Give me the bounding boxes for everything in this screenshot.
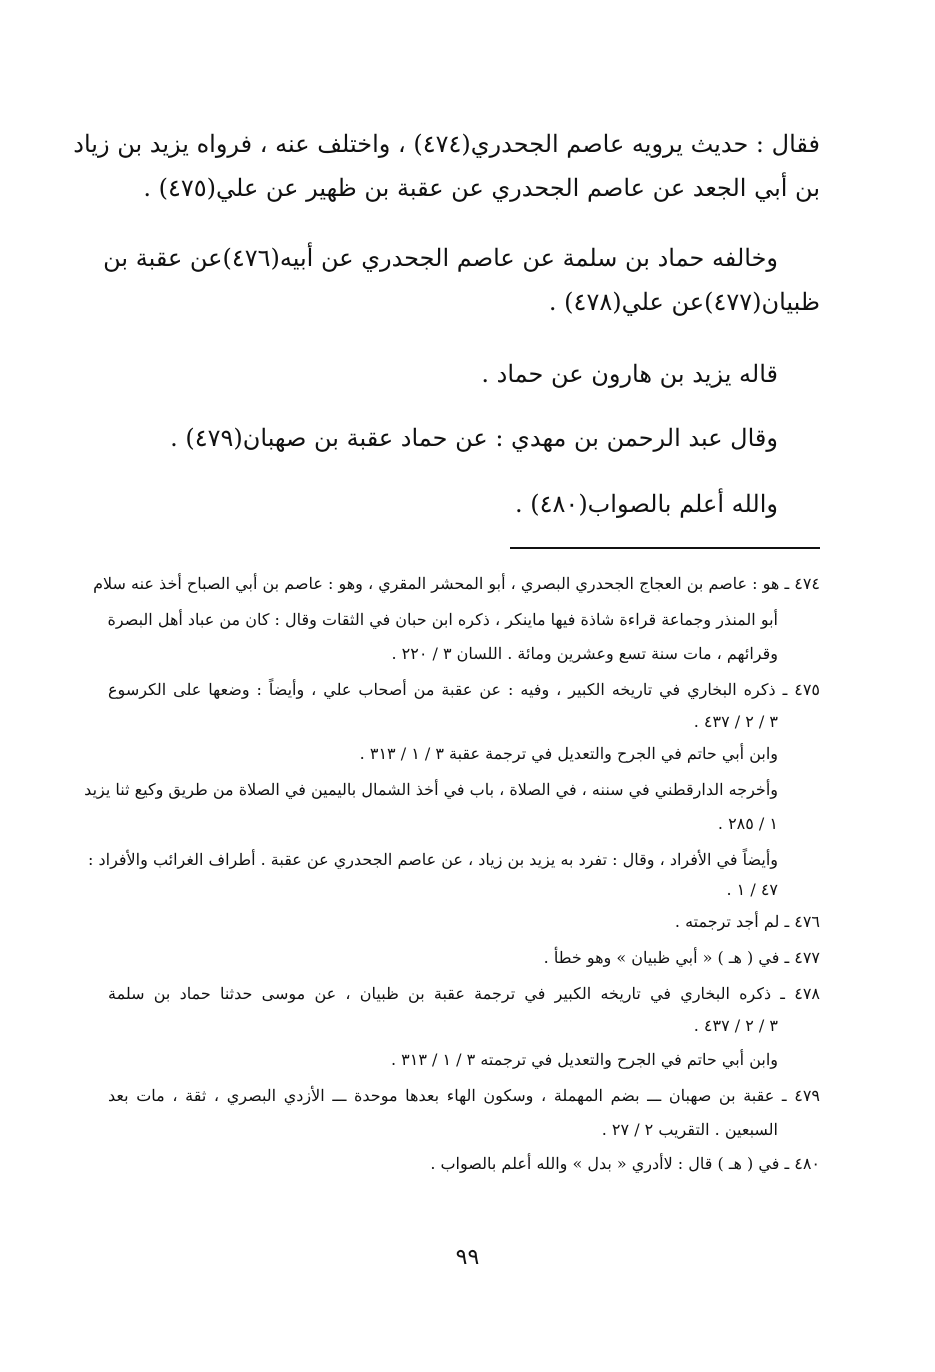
footnote-474-line-2: أبو المنذر وجماعة قراءة شاذة فيها ماينكر ، ذكره ابن حبان في الثقات وقال : كان من عباد أهل البصرة bbox=[107, 610, 778, 629]
footnote-474-line-3: وقرائهم ، مات سنة تسع وعشرين ومائة . اللسان ٣ / ٢٢٠ . bbox=[391, 644, 778, 663]
footnote-478-line-2: ٣ / ٢ / ٤٣٧ . bbox=[693, 1016, 778, 1035]
footnote-478-line-1: ٤٧٨ ـ ذكره البخاري في تاريخه الكبير في ترجمة عقبة بن ظبيان ، عن موسى حدثنا حماد بن سلمة bbox=[108, 984, 820, 1003]
footnote-477: ٤٧٧ ـ في ( هـ ) « أبي ظبيان » وهو خطأ . bbox=[543, 948, 820, 967]
footnote-480: ٤٨٠ ـ في ( هـ ) قال : لاأدري « بدل » والله أعلم بالصواب . bbox=[430, 1154, 820, 1173]
footnote-475-line-4: وأخرجه الدارقطني في سننه ، في الصلاة ، باب في أخذ الشمال باليمين في الصلاة من طريق وكيع ثنا يزيد bbox=[84, 780, 778, 799]
footnote-474-line-1: ٤٧٤ ـ هو : عاصم بن العجاج الجحدري البصري ، أبو المحشر المقري ، وهو : عاصم بن أبي الصباح أخذ عنه سلام bbox=[93, 574, 820, 593]
main-paragraph-1-line-1: فقال : حديث يرويه عاصم الجحدري(٤٧٤) ، واختلف عنه ، فرواه يزيد بن زياد bbox=[73, 130, 820, 158]
footnote-475-line-5: ١ / ٢٨٥ . bbox=[717, 814, 778, 833]
footnote-divider bbox=[510, 547, 820, 549]
footnote-475-line-7: ٤٧ / ١ . bbox=[726, 880, 778, 899]
main-paragraph-5: والله أعلم بالصواب(٤٨٠) . bbox=[515, 490, 778, 518]
main-paragraph-1-line-2: بن أبي الجعد عن عاصم الجحدري عن عقبة بن ظهير عن علي(٤٧٥) . bbox=[143, 174, 820, 202]
footnote-475-line-3: وابن أبي حاتم في الجرح والتعديل في ترجمة عقبة ٣ / ١ / ٣١٣ . bbox=[359, 744, 778, 763]
footnote-475-line-6: وأيضاً في الأفراد ، وقال : تفرد به يزيد بن زياد ، عن عاصم الجحدري عن عقبة . أطراف الغرائب والأفراد : bbox=[88, 850, 778, 869]
footnote-476: ٤٧٦ ـ لم أجد ترجمته . bbox=[674, 912, 820, 931]
main-paragraph-2-line-1: وخالفه حماد بن سلمة عن عاصم الجحدري عن أبيه(٤٧٦)عن عقبة بن bbox=[103, 244, 778, 272]
main-paragraph-4: وقال عبد الرحمن بن مهدي : عن حماد عقبة بن صهبان(٤٧٩) . bbox=[170, 424, 778, 452]
main-paragraph-3: قاله يزيد بن هارون عن حماد . bbox=[481, 360, 778, 388]
footnote-479-line-1: ٤٧٩ ـ عقبة بن صهبان ـــ بضم المهملة ، وسكون الهاء بعدها موحدة ـــ الأزدي البصري ، ثقة ، مات بعد bbox=[108, 1086, 820, 1105]
footnote-478-line-3: وابن أبي حاتم في الجرح والتعديل في ترجمته ٣ / ١ / ٣١٣ . bbox=[390, 1050, 778, 1069]
page-number: ٩٩ bbox=[455, 1245, 480, 1270]
footnote-475-line-2: ٣ / ٢ / ٤٣٧ . bbox=[693, 712, 778, 731]
footnote-479-line-2: السبعين . التقريب ٢ / ٢٧ . bbox=[601, 1120, 778, 1139]
main-paragraph-2-line-2: ظبيان(٤٧٧)عن علي(٤٧٨) . bbox=[548, 288, 820, 316]
footnote-475-line-1: ٤٧٥ ـ ذكره البخاري في تاريخه الكبير ، وفيه : عن عقبة من أصحاب علي ، وأيضاً : وضعها على الكرسوع bbox=[108, 680, 820, 699]
